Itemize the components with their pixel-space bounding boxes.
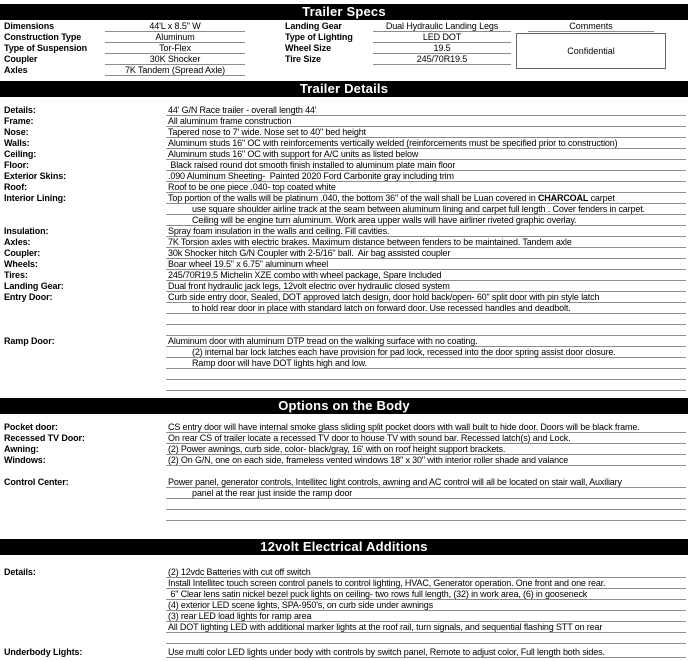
row-value: Tapered nose to 7' wide. Nose set to 40" bed height bbox=[166, 127, 686, 138]
row-label: Landing Gear: bbox=[4, 281, 64, 291]
table-row bbox=[0, 193, 688, 204]
table-row bbox=[0, 138, 688, 149]
options-body-table bbox=[0, 422, 688, 521]
row-value: Black raised round dot smooth finish installed to aluminum plate main floor bbox=[166, 160, 686, 171]
row-label: Interior Lining: bbox=[4, 193, 66, 203]
row-label: Wheels: bbox=[4, 259, 38, 269]
table-row bbox=[0, 171, 688, 182]
row-value: Aluminum studs 16" OC with reinforcements vertically welded (reinforcements must be specified prior to construction) bbox=[166, 138, 686, 149]
row-value bbox=[166, 325, 686, 336]
row-value: Dual front hydraulic jack legs, 12volt electric over hydraulic closed system bbox=[166, 281, 686, 292]
comments-header: Comments bbox=[528, 21, 654, 32]
row-label: Floor: bbox=[4, 160, 29, 170]
row-value: panel at the rear just inside the ramp door bbox=[166, 488, 686, 499]
row-label bbox=[2, 215, 166, 226]
spec-label-dimensions: Dimensions bbox=[4, 21, 55, 31]
row-value bbox=[166, 510, 686, 521]
row-label: Entry Door: bbox=[4, 292, 53, 302]
row-label bbox=[2, 204, 166, 215]
row-value bbox=[166, 499, 686, 510]
table-row bbox=[0, 499, 688, 510]
row-value bbox=[166, 380, 686, 391]
row-label bbox=[2, 347, 166, 358]
row-label: Windows: bbox=[4, 455, 46, 465]
table-row bbox=[0, 358, 688, 369]
row-value: (2) Power awnings, curb side, color- black/gray, 16' with on roof height support brackets. bbox=[166, 444, 686, 455]
row-value: Top portion of the walls will be platinum .040, the bottom 36" of the wall shall be Luan covered in CHARCOAL carpet bbox=[166, 193, 686, 204]
table-row bbox=[0, 325, 688, 336]
row-label bbox=[2, 510, 166, 521]
row-value: Power panel, generator controls, Intellitec light controls, awning and AC control will all be located on stair wall, Auxiliary bbox=[166, 477, 686, 488]
spec-label-axles: Axles bbox=[4, 65, 28, 75]
table-row bbox=[0, 292, 688, 303]
row-label: Details: bbox=[4, 105, 36, 115]
row-label bbox=[2, 369, 166, 380]
row-label: Coupler: bbox=[4, 248, 41, 258]
row-value: 30k Shocker hitch G/N Coupler with 2-5/16" ball. Air bag assisted coupler bbox=[166, 248, 686, 259]
row-label bbox=[2, 380, 166, 391]
row-label: Axles: bbox=[4, 237, 31, 247]
row-label: Control Center: bbox=[4, 477, 69, 487]
table-row bbox=[0, 303, 688, 314]
table-row bbox=[0, 567, 688, 578]
row-label: Details: bbox=[4, 567, 36, 577]
row-label bbox=[2, 578, 166, 589]
row-value bbox=[166, 633, 686, 644]
row-value: (4) exterior LED scene lights, SPA-950's, on curb side under awnings bbox=[166, 600, 686, 611]
spec-label-tire-size: Tire Size bbox=[285, 54, 321, 64]
row-value: Ceiling will be engine turn aluminum. Work area upper walls will have airliner riveted graphic overlay. bbox=[166, 215, 686, 226]
section-header-trailer-details: Trailer Details bbox=[0, 81, 688, 97]
row-label bbox=[2, 325, 166, 336]
table-row bbox=[0, 182, 688, 193]
row-value: (2) 12vdc Batteries with cut off switch bbox=[166, 567, 686, 578]
row-value: (3) rear LED load lights for ramp area bbox=[166, 611, 686, 622]
table-row bbox=[0, 105, 688, 116]
table-row bbox=[0, 488, 688, 499]
table-row bbox=[0, 647, 688, 658]
row-value: 245/70R19.5 Michelin XZE combo with wheel package, Spare Included bbox=[166, 270, 686, 281]
row-value: .090 Aluminum Sheeting- Painted 2020 Ford Carbonite gray including trim bbox=[166, 171, 686, 182]
table-row bbox=[0, 336, 688, 347]
row-value: Install Intellitec touch screen control panels to control lighting, HVAC, Generator operation. One front and one rear. bbox=[166, 578, 686, 589]
row-value: Boar wheel 19.5" x 6.75" aluminum wheel bbox=[166, 259, 686, 270]
row-value: 7K Torsion axles with electric brakes. Maximum distance between fenders to be maintained. Tandem axle bbox=[166, 237, 686, 248]
table-row bbox=[0, 314, 688, 325]
table-row bbox=[0, 611, 688, 622]
row-label: Ramp Door: bbox=[4, 336, 55, 346]
row-label bbox=[2, 314, 166, 325]
table-row bbox=[0, 270, 688, 281]
row-label: Frame: bbox=[4, 116, 34, 126]
table-row bbox=[0, 444, 688, 455]
table-row bbox=[0, 237, 688, 248]
section-header-electrical: 12volt Electrical Additions bbox=[0, 539, 688, 555]
spec-label-landing-gear: Landing Gear bbox=[285, 21, 342, 31]
row-value: use square shoulder airline track at the seam between aluminum lining and carpet full length . Cover fenders in carpet. bbox=[166, 204, 686, 215]
row-value: Ramp door will have DOT lights high and low. bbox=[166, 358, 686, 369]
spec-label-wheel-size: Wheel Size bbox=[285, 43, 332, 53]
row-value bbox=[166, 369, 686, 380]
row-value: Spray foam insulation in the walls and ceiling. Fill cavities. bbox=[166, 226, 686, 237]
row-label: Exterior Skins: bbox=[4, 171, 67, 181]
row-label: Pocket door: bbox=[4, 422, 58, 432]
table-row bbox=[0, 248, 688, 259]
row-value: Roof to be one piece .040- top coated white bbox=[166, 182, 686, 193]
table-row bbox=[0, 347, 688, 358]
table-row bbox=[0, 600, 688, 611]
table-row bbox=[0, 149, 688, 160]
row-label bbox=[2, 611, 166, 622]
row-label: Tires: bbox=[4, 270, 28, 280]
row-label: Walls: bbox=[4, 138, 30, 148]
table-row bbox=[0, 380, 688, 391]
table-row bbox=[0, 259, 688, 270]
trailer-details-table bbox=[0, 105, 688, 391]
table-row bbox=[0, 281, 688, 292]
row-label bbox=[2, 633, 166, 644]
table-row bbox=[0, 433, 688, 444]
spec-label-suspension: Type of Suspension bbox=[4, 43, 88, 53]
row-label bbox=[2, 466, 166, 477]
spec-value-wheel-size: 19.5 bbox=[373, 43, 511, 54]
row-value: 6" Clear lens satin nickel bezel puck lights on ceiling- two rows full length, (32) in work area, (6) in gooseneck bbox=[166, 589, 686, 600]
row-label: Recessed TV Door: bbox=[4, 433, 85, 443]
row-value: Curb side entry door, Sealed, DOT approved latch design, door hold back/open- 60" split door with pin style latch bbox=[166, 292, 686, 303]
spec-value-dimensions: 44'L x 8.5" W bbox=[105, 21, 245, 32]
table-row bbox=[0, 578, 688, 589]
row-label bbox=[2, 303, 166, 314]
row-label: Insulation: bbox=[4, 226, 49, 236]
electrical-table bbox=[0, 567, 688, 658]
section-header-trailer-specs: Trailer Specs bbox=[0, 4, 688, 20]
row-label bbox=[2, 600, 166, 611]
row-value bbox=[166, 466, 686, 477]
row-label bbox=[2, 358, 166, 369]
spec-value-axles: 7K Tandem (Spread Axle) bbox=[105, 65, 245, 76]
row-label: Awning: bbox=[4, 444, 39, 454]
row-value bbox=[166, 314, 686, 325]
spec-value-coupler: 30K Shocker bbox=[105, 54, 245, 65]
table-row bbox=[0, 510, 688, 521]
table-row bbox=[0, 369, 688, 380]
table-row bbox=[0, 622, 688, 633]
row-value: 44' G/N Race trailer - overall length 44' bbox=[166, 105, 686, 116]
spec-value-suspension: Tor-Flex bbox=[105, 43, 245, 54]
table-row bbox=[0, 477, 688, 488]
spec-label-coupler: Coupler bbox=[4, 54, 38, 64]
trailer-specs-table bbox=[0, 21, 688, 76]
row-value: Aluminum studs 16" OC with support for A/C units as listed below bbox=[166, 149, 686, 160]
table-row bbox=[0, 589, 688, 600]
table-row bbox=[0, 204, 688, 215]
row-label: Nose: bbox=[4, 127, 29, 137]
spec-label-construction-type: Construction Type bbox=[4, 32, 82, 42]
row-label bbox=[2, 589, 166, 600]
row-value: CS entry door will have internal smoke glass sliding split pocket doors with wall built to hide door. Doors will be black frame. bbox=[166, 422, 686, 433]
row-value: (2) On G/N, one on each side, frameless vented windows 18" x 30" with interior roller shade and valance bbox=[166, 455, 686, 466]
table-row bbox=[0, 116, 688, 127]
section-header-options-body: Options on the Body bbox=[0, 398, 688, 414]
table-row bbox=[0, 466, 688, 477]
row-label bbox=[2, 622, 166, 633]
row-label bbox=[2, 499, 166, 510]
spec-value-lighting: LED DOT bbox=[373, 32, 511, 43]
table-row bbox=[0, 422, 688, 433]
table-row bbox=[0, 215, 688, 226]
spec-value-construction-type: Aluminum bbox=[105, 32, 245, 43]
row-value: All aluminum frame construction bbox=[166, 116, 686, 127]
row-label: Ceiling: bbox=[4, 149, 37, 159]
row-value: (2) internal bar lock latches each have provision for pad lock, recessed into the door spring assist door closure. bbox=[166, 347, 686, 358]
comments-box: Confidential bbox=[516, 33, 666, 69]
table-row bbox=[0, 127, 688, 138]
row-value: Aluminum door with aluminum DTP tread on the walking surface with no coating. bbox=[166, 336, 686, 347]
row-label: Roof: bbox=[4, 182, 27, 192]
spec-label-lighting: Type of Lighting bbox=[285, 32, 353, 42]
table-row bbox=[0, 160, 688, 171]
row-value: On rear CS of trailer locate a recessed TV door to house TV with sound bar. Recessed latch(s) and Lock. bbox=[166, 433, 686, 444]
spec-value-tire-size: 245/70R19.5 bbox=[373, 54, 511, 65]
table-row bbox=[0, 226, 688, 237]
row-label bbox=[2, 488, 166, 499]
row-label: Underbody Lights: bbox=[4, 647, 83, 657]
row-value: to hold rear door in place with standard latch on forward door. Use recessed handles and deadbolt. bbox=[166, 303, 686, 314]
table-row bbox=[0, 455, 688, 466]
spec-value-landing-gear: Dual Hydraulic Landing Legs bbox=[373, 21, 511, 32]
row-value: Use multi color LED lights under body with controls by switch panel, Remote to adjust color, Full length both sides. bbox=[166, 647, 686, 658]
table-row bbox=[0, 633, 688, 644]
row-value: All DOT lighting LED with additional marker lights at the roof rail, turn signals, and sequential flashing STT on rear bbox=[166, 622, 686, 633]
